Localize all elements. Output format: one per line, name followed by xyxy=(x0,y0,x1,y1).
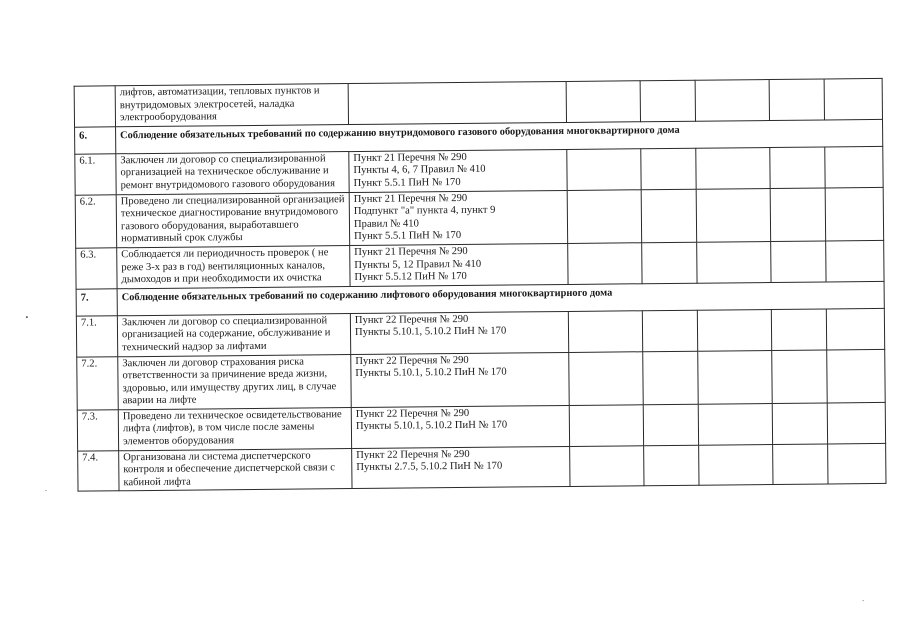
table-row xyxy=(75,187,883,248)
empty-answer-cell xyxy=(824,78,882,119)
empty-answer-cell xyxy=(568,243,642,284)
scan-speck xyxy=(26,316,28,318)
empty-answer-cell xyxy=(826,240,884,281)
empty-answer-cell xyxy=(770,188,826,242)
empty-answer-cell xyxy=(770,147,825,188)
empty-answer-cell xyxy=(696,188,771,242)
empty-answer-cell xyxy=(696,147,770,188)
empty-answer-cell xyxy=(570,445,644,486)
question-cell: Проведено ли техническое освидетельствование лифта (лифтов), в том числе после замены элементов оборудования xyxy=(118,407,351,450)
section-number: 6. xyxy=(75,127,116,154)
empty-answer-cell xyxy=(641,148,696,189)
empty-answer-cell xyxy=(825,146,883,187)
row-number-cell: 7.2. xyxy=(77,356,119,410)
legal-reference: Пункт 5.5.1 ПиН № 170 xyxy=(353,176,461,189)
empty-answer-cell xyxy=(567,189,642,243)
empty-answer-cell xyxy=(771,241,826,282)
legal-reference: Пункт 21 Перечня № 290 xyxy=(353,151,467,164)
legal-reference: Пункт 5.5.1 ПиН № 170 xyxy=(354,230,462,243)
question-cell: Организована ли система диспетчерского контроля и обеспечение диспетчерской связи с кабиной лифта xyxy=(119,448,352,491)
empty-answer-cell xyxy=(567,149,641,190)
legal-reference: Правил № 410 xyxy=(353,218,419,230)
empty-answer-cell xyxy=(828,443,886,484)
scan-speck xyxy=(863,600,864,601)
empty-answer-cell xyxy=(568,310,642,351)
legal-reference: Пункты 5.10.1, 5.10.2 ПиН № 170 xyxy=(355,366,507,380)
legal-references-cell xyxy=(350,311,568,354)
legal-reference: Пункт 22 Перечня № 290 xyxy=(354,313,469,326)
table-row xyxy=(77,349,885,410)
empty-answer-cell xyxy=(769,79,824,120)
legal-reference: Пункт 21 Перечня № 290 xyxy=(354,245,468,258)
section-title: Соблюдение обязательных требований по содержанию внутридомового газового оборудования многоквартирного дома xyxy=(116,119,883,153)
legal-reference: Подпункт "а" пункта 4, пункт 9 xyxy=(353,204,496,218)
row-number-cell: 7.3. xyxy=(77,410,118,451)
empty-answer-cell xyxy=(695,80,769,121)
empty-answer-cell xyxy=(827,349,886,403)
legal-reference: Пункт 22 Перечня № 290 xyxy=(355,407,470,420)
empty-answer-cell xyxy=(644,445,699,486)
empty-answer-cell xyxy=(698,350,773,404)
legal-reference: Пункты 4, 6, 7 Правил № 410 xyxy=(353,164,486,177)
empty-answer-cell xyxy=(773,444,828,485)
legal-references-cell xyxy=(351,352,570,407)
empty-answer-cell xyxy=(825,187,884,241)
empty-answer-cell xyxy=(643,404,698,445)
empty-answer-cell xyxy=(643,351,699,405)
legal-reference: Пункты 5.10.1, 5.10.2 ПиН № 170 xyxy=(355,420,508,433)
empty-answer-cell xyxy=(826,308,884,349)
question-cell: Заключен ли договор со специализированной организацией на содержание, обслуживание и технический надзор за лифтами xyxy=(117,313,350,356)
legal-references-cell xyxy=(351,405,569,448)
legal-references-cell xyxy=(349,149,567,192)
empty-answer-cell xyxy=(697,309,771,350)
empty-answer-cell xyxy=(641,189,697,243)
question-cell: Соблюдается ли периодичность проверок ( не реже 3-х раз в год) вентиляционных каналов, дымоходов и при необходимости их очистка xyxy=(117,245,350,288)
row-number-cell: 7.1. xyxy=(76,316,117,357)
scan-speck xyxy=(46,490,47,491)
empty-answer-cell xyxy=(827,402,885,443)
empty-answer-cell xyxy=(699,444,773,485)
row-number-cell xyxy=(74,86,115,127)
empty-answer-cell xyxy=(697,241,771,282)
empty-answer-cell xyxy=(772,403,827,444)
empty-answer-cell xyxy=(771,309,826,350)
empty-answer-cell xyxy=(642,242,697,283)
section-number: 7. xyxy=(76,289,117,316)
legal-reference: Пункт 22 Перечня № 290 xyxy=(356,448,470,461)
row-number-cell: 7.4. xyxy=(78,450,119,491)
row-number-cell: 6.2. xyxy=(75,194,117,248)
legal-references-cell xyxy=(348,81,566,124)
empty-answer-cell xyxy=(698,403,772,444)
legal-reference: Пункты 5.10.1, 5.10.2 ПиН № 170 xyxy=(354,325,507,339)
legal-references-cell xyxy=(349,190,568,245)
empty-answer-cell xyxy=(642,310,697,351)
table-body xyxy=(74,78,886,491)
legal-reference: Пункт 22 Перечня № 290 xyxy=(355,354,469,367)
table-row xyxy=(78,443,886,492)
row-number-cell: 6.3. xyxy=(76,248,117,289)
empty-answer-cell xyxy=(640,80,695,121)
question-cell: Заключен ли договор со специализированной организацией на техническое обслуживание и ремонт внутридомового газового оборудования xyxy=(116,151,349,194)
question-cell: Проведено ли специализированной организацией техническое диагностирование внутридомового газового оборудования, выработавшего нормативный срок службы xyxy=(116,192,350,248)
empty-answer-cell xyxy=(569,405,643,446)
legal-reference: Пункты 5, 12 Правил № 410 xyxy=(354,258,482,271)
inspection-checklist-table xyxy=(74,78,887,492)
question-cell: лифтов, автоматизации, тепловых пунктов и внутридомовых электросетей, наладка электрооборудования xyxy=(115,84,348,127)
empty-answer-cell xyxy=(569,351,644,405)
empty-answer-cell xyxy=(772,349,828,403)
row-number-cell: 6.1. xyxy=(75,154,116,195)
legal-references-cell xyxy=(350,243,568,286)
legal-reference: Пункты 2.7.5, 5.10.2 ПиН № 170 xyxy=(356,460,503,474)
legal-reference: Пункт 21 Перечня № 290 xyxy=(353,192,468,205)
section-title: Соблюдение обязательных требований по содержанию лифтового оборудования многоквартирного дома xyxy=(117,281,884,315)
legal-references-cell xyxy=(352,446,570,489)
empty-answer-cell xyxy=(566,81,640,122)
legal-reference: Пункт 5.5.12 ПиН № 170 xyxy=(354,271,467,284)
question-cell: Заключен ли договор страхования риска ответственности за причинение вреда жизни, здоровью, или имуществу других лиц, в случае аварии на лифте xyxy=(118,354,352,410)
